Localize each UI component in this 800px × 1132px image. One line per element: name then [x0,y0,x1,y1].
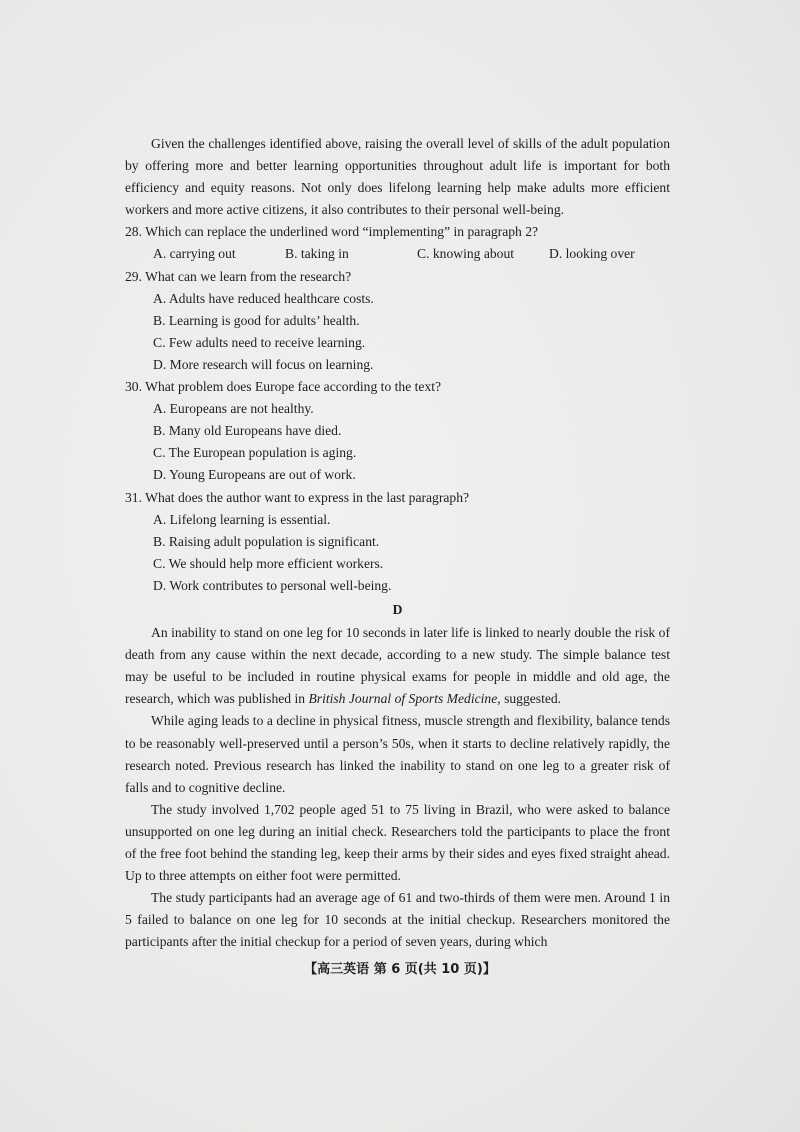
page-footer: 【高三英语 第 6 页(共 10 页)】 [304,962,496,977]
question-stem: 29. What can we learn from the research? [125,268,352,284]
question-stem: 28. Which can replace the underlined word “implementing” in paragraph 2? [125,224,539,240]
section-label-d: D [392,601,403,617]
option-b: B. taking in [285,246,349,262]
passage-d-paragraph-4: The study participants had an average age of 61 and two-thirds of them were men. Around 1 in 5 failed to balance on one leg for 10 seconds at the initial checkup. Researchers monitored the participants after the initial checkup for a period of seven years, during which [125,890,670,950]
question-29 [125,266,670,376]
question-stem: 31. What does the author want to express in the last paragraph? [125,489,470,505]
option-c: C. knowing about [417,246,515,262]
question-28 [125,221,670,265]
option-d: D. Young Europeans are out of work. [153,467,356,483]
option-d: D. More research will focus on learning. [153,356,374,372]
question-stem: 30. What problem does Europe face according to the text? [125,379,442,395]
passage-d-paragraph-3: The study involved 1,702 people aged 51 to 75 living in Brazil, who were asked to balance unsupported on one leg during an initial check. Researchers told the participants to place the front of the free foot behind the standing leg, keep their arms by their sides and eyes fixed straight ahead. Up to three attempts on either foot were permitted. [125,801,670,884]
option-c: C. We should help more efficient workers. [153,555,384,571]
option-a: A. Lifelong learning is essential. [153,511,331,527]
option-c: C. The European population is aging. [153,445,357,461]
paragraph-1-end: , suggested. [497,691,562,707]
option-d: D. Work contributes to personal well-being. [153,577,392,593]
passage-c-last-paragraph: Given the challenges identified above, raising the overall level of skills of the adult population by offering more and better learning opportunities throughout adult life is important for both efficiency and equity reasons. Not only does lifelong learning help make adults more efficient workers and more active citizens, it also contributes to their personal well-being. [125,136,670,218]
passage-d-paragraph-1 [125,622,670,710]
option-a: A. carrying out [153,246,236,262]
paragraph-1-text: An inability to stand on one leg for 10 seconds in later life is linked to nearly double the risk of death from any cause within the next decade, according to a new study. The simple balance test may be useful to be included in routine physical exams for people in middle and old age, the research, which was published in [125,625,670,707]
options-row [125,243,670,265]
option-b: B. Learning is good for adults’ health. [153,312,360,328]
page-content [125,133,670,953]
passage-d-paragraph-2: While aging leads to a decline in physical fitness, muscle strength and flexibility, balance tends to be reasonably well-preserved until a person’s 50s, when it starts to decline relatively rapidly, the research noted. Previous research has linked the inability to stand on one leg to a greater risk of falls and to cognitive decline. [125,713,670,795]
option-d: D. looking over [549,246,635,262]
option-c: C. Few adults need to receive learning. [153,334,366,350]
question-31 [125,487,670,597]
option-a: A. Europeans are not healthy. [153,401,314,417]
option-a: A. Adults have reduced healthcare costs. [153,290,374,306]
option-b: B. Raising adult population is significant. [153,533,380,549]
question-30 [125,376,670,486]
journal-title: British Journal of Sports Medicine [308,691,498,707]
option-b: B. Many old Europeans have died. [153,423,342,439]
